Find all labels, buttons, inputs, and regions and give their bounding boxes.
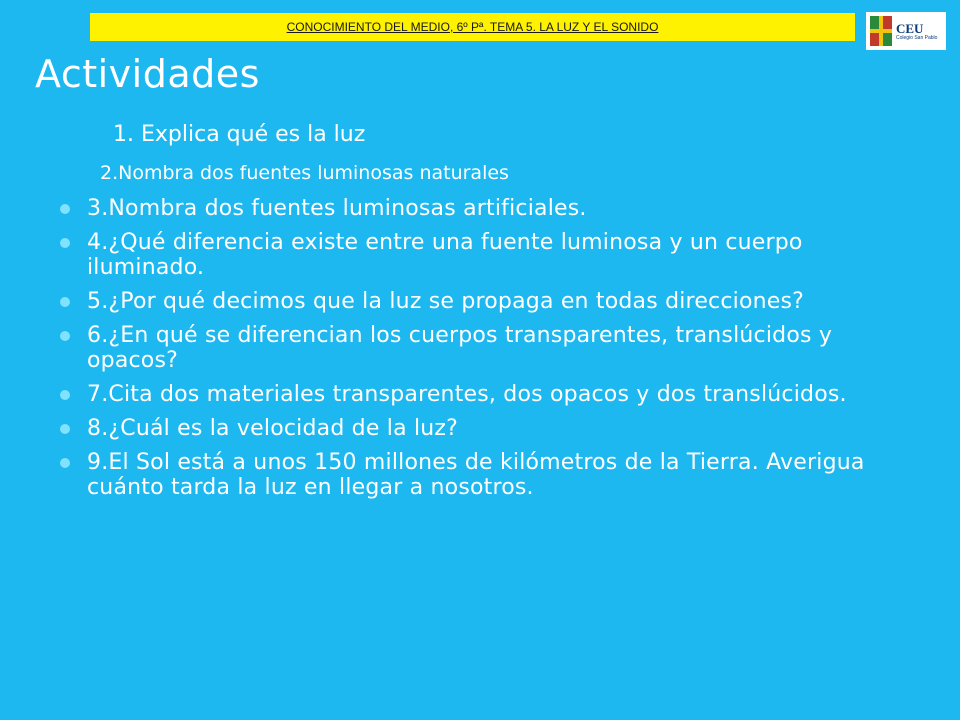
question-6: 6.¿En qué se diferencian los cuerpos transparentes, translúcidos y opacos? — [87, 323, 833, 373]
question-2: 2.Nombra dos fuentes luminosas naturales — [100, 162, 509, 184]
header-banner-text: CONOCIMIENTO DEL MEDIO, 6º Pª. TEMA 5. LA LUZ Y EL SONIDO — [286, 20, 659, 34]
slide-title: Actividades — [35, 52, 260, 96]
question-9: 9.El Sol está a unos 150 millones de kilómetros de la Tierra. Averigua cuánto tarda la luz en llegar a nosotros. — [87, 450, 865, 500]
bullet-icon — [60, 331, 70, 341]
question-1: 1. Explica qué es la luz — [113, 122, 366, 147]
header-banner — [90, 13, 855, 41]
logo-name: CEU — [896, 20, 924, 36]
ceu-cross-icon — [870, 16, 892, 46]
list-item — [60, 416, 920, 441]
question-4: 4.¿Qué diferencia existe entre una fuente luminosa y un cuerpo iluminado. — [87, 230, 803, 280]
bullet-icon — [60, 238, 70, 248]
bullet-icon — [60, 424, 70, 434]
list-item — [60, 382, 920, 407]
question-5: 5.¿Por qué decimos que la luz se propaga en todas direcciones? — [87, 289, 805, 314]
bullet-icon — [60, 390, 70, 400]
bullet-icon — [60, 458, 70, 468]
question-8: 8.¿Cuál es la velocidad de la luz? — [87, 416, 459, 441]
list-item — [60, 323, 920, 373]
questions-list — [60, 196, 920, 509]
list-item — [60, 450, 920, 500]
question-3: 3.Nombra dos fuentes luminosas artificiales. — [87, 196, 587, 221]
logo-subtitle: Colegio San Pablo — [896, 34, 938, 41]
bullet-icon — [60, 297, 70, 307]
question-7: 7.Cita dos materiales transparentes, dos opacos y dos translúcidos. — [87, 382, 847, 407]
list-item — [60, 230, 920, 280]
ceu-logo — [866, 12, 946, 50]
list-item — [60, 196, 920, 221]
list-item — [60, 289, 920, 314]
bullet-icon — [60, 204, 70, 214]
